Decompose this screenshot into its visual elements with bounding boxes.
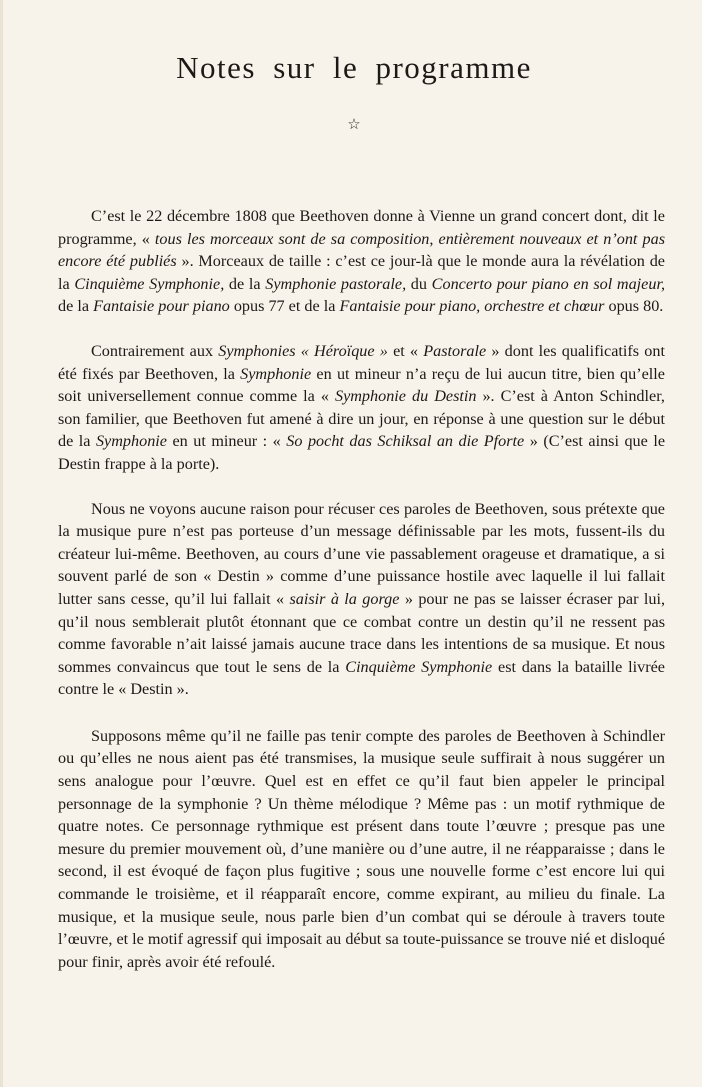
text-run: ». Morceaux de taille : c’est ce jour-là que le monde aura la révélation de la [58,252,665,293]
italic-text-run: Fantaisie pour piano [93,297,230,316]
italic-text-run: Symphonie du Destin [334,387,477,406]
text-run: ». C’est à Anton Schindler, son familier, que Beethoven fut amené à dire un jour, en réponse à une question sur le début de la [58,387,665,451]
text-run: » dont les qualificatifs ont été fixés par Beethoven, la [58,341,665,383]
italic-text-run: saisir à la gorge [289,589,400,608]
star-ornament-icon: ☆ [347,115,361,133]
italic-text-run: Pastorale [423,341,487,360]
text-run: Contrairement aux [91,341,219,360]
italic-text-run: Symphonie pastorale, [265,274,407,293]
italic-text-run: So pocht das Schiksal an die Pforte [286,432,525,451]
text-run: et « [387,341,424,360]
text-run: C’est le 22 décembre 1808 que Beethoven donne à Vienne un grand concert dont, dit le programme, « [58,207,665,248]
text-run: du [406,274,432,293]
text-run: Nous ne voyons aucune raison pour récuser ces paroles de Beethoven, sous prétexte que la musique pure n’est pas porteuse d’un message définissable par les mots, fussent-ils du créateur lui-même. Beethoven, au cours d’une vie passablement orageuse et dramatique, a si souvent parlé de son « Destin » comme d’une puissance hostile avec laquelle il lui fallait lutter sans cesse, qu’il lui fallait « [58,499,665,608]
italic-text-run: Cinquième Symphonie [345,657,493,676]
italic-text-run: Symphonie [95,432,167,451]
text-run: opus 80. [604,297,664,316]
italic-text-run: Symphonie [240,364,312,383]
paragraph-2 [58,340,665,476]
page-title: Notes sur le programme [176,50,532,85]
italic-text-run: tous les morceaux sont de sa composition, entièrement nouveaux et n’ont pas encore été publiés [58,229,665,271]
italic-text-run: Symphonies « Héroïque » [218,341,388,360]
text-run: Supposons même qu’il ne faille pas tenir compte des paroles de Beethoven à Schindler ou qu’elles ne nous aient pas été transmises, la musique seule suffirait à nous suggérer un sens analogue pour l’œuvre. Quel est en effet ce qu’il faut bien appeler le principal personnage de la symphonie ? Un thème mélodique ? Même pas : un motif rythmique de quatre notes. Ce personnage rythmique est présent dans toute l’œuvre ; presque pas une mesure du premier mouvement où, d’une manière ou d’une autre, il ne réapparaisse ; dans le second, il est évoqué de façon plus fugitive ; sous une nouvelle forme c’est encore lui qui commande le troisième, et il réapparaît encore, comme expirant, au milieu du finale. La musique, et la musique seule, nous parle bien d’un combat qui se déroule à travers toute l’œuvre, et le motif agressif qui imposait au début sa toute-puissance se trouve nié et disloqué pour finir, après avoir été refoulé. [58,726,665,971]
text-run: en ut mineur n’a reçu de lui aucun titre, bien qu’elle soit universellement connue comme la « [58,364,665,406]
text-run: en ut mineur : « [166,432,287,451]
text-run: de la [224,274,266,293]
italic-text-run: Cinquième Symphonie, [74,274,225,293]
body-text [58,205,665,995]
text-run: est dans la bataille livrée contre le « Destin ». [58,657,665,699]
text-run: » pour ne pas se laisser écraser par lui, qu’il nous semblerait plutôt étonnant que ce combat contre un destin qu’il ne ressent pas comme favorable n’ait laissé jamais aucune trace dans les intentions de sa musique. Et nous sommes convaincus que tout le sens de la [58,589,666,676]
italic-text-run: Fantaisie pour piano, orchestre et chœur [339,297,605,316]
paragraph-1 [58,205,665,318]
text-run: de la [58,297,94,316]
text-run: » (C’est ainsi que le Destin frappe à la porte). [58,432,666,473]
paragraph-4 [58,725,665,974]
italic-text-run: Concerto pour piano en sol majeur, [431,274,666,293]
paragraph-3 [58,498,665,701]
text-run: opus 77 et de la [229,297,340,316]
